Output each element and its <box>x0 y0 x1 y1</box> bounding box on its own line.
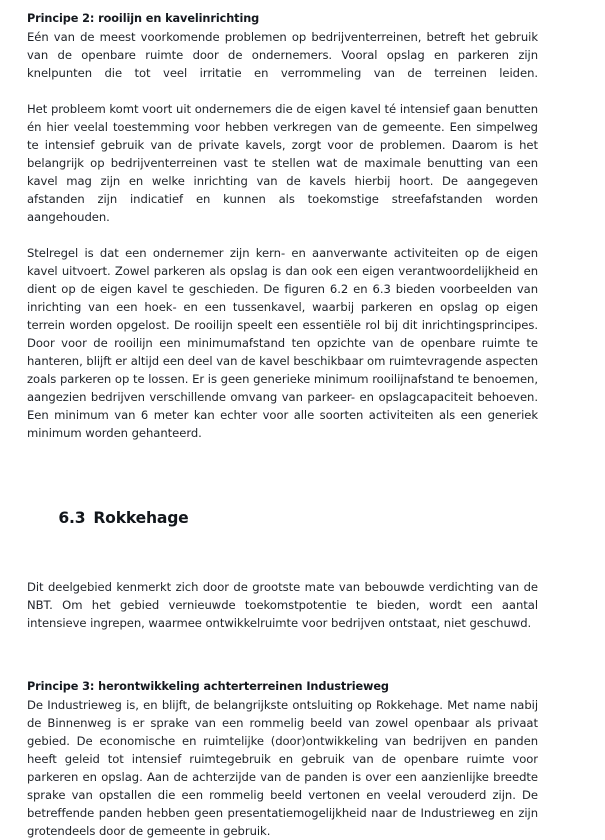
principe-2-paragraph-2: Het probleem komt voort uit ondernemers die de eigen kavel té intensief gaan benutten én hier veelal toestemming voor hebben verkregen van de gemeente. Een simpelweg te intensief gebruik van de private kavels, zorgt voor de problemen. Daarom is het belangrijk op bedrijventerreinen vast te stellen wat de maximale benutting van een kavel mag zijn en welke inrichting van de kavels hierbij hoort. De aangegeven afstanden zijn indicatief en kunnen als toekomstige streefafstanden worden aangehouden. <box>27 102 538 224</box>
section-number: 6.3 <box>58 509 86 527</box>
document-content-column <box>27 10 538 840</box>
principe-2-paragraph-1: Eén van de meest voorkomende problemen op bedrijventerreinen, betreft het gebruik van de openbare ruimte door de ondernemers. Vooral opslag en parkeren zijn knelpunten die tot veel irritatie en verrommeling van de terreinen leiden. <box>27 30 538 80</box>
principe-3-paragraph-1: De Industrieweg is, en blijft, de belangrijkste ontsluiting op Rokkehage. Met name nabij de Binnenweg is er sprake van een rommelig beeld van zowel openbaar als privaat gebied. De economische en ruimtelijke (door)ontwikkeling van bedrijven en panden heeft geleid tot intensief ruimtegebruik en gebruik van de openbare ruimte voor parkeren en opslag. Aan de achterzijde van de panden is over een aanzienlijke breedte sprake van opstallen die een rommelig beeld vertonen en veelal verouderd zijn. De betreffende panden hebben geen presentatiemogelijkheid naar de Industrieweg en zijn grotendeels door de gemeente in gebruik. <box>27 698 538 838</box>
principe-3-heading: Principe 3: herontwikkeling achterterreinen Industrieweg <box>27 680 389 693</box>
section-6-3-paragraph-1: Dit deelgebied kenmerkt zich door de grootste mate van bebouwde verdichting van de NBT. Om het gebied vernieuwde toekomstpotentie te bieden, wordt een aantal intensieve ingrepen, waarmee ontwikkelruimte voor bedrijven ontstaat, niet geschuwd. <box>27 580 538 630</box>
heading-spacer <box>27 548 538 578</box>
paragraph-spacer <box>27 226 538 244</box>
section-title: Rokkehage <box>93 509 189 527</box>
principe-2-paragraph-3: Stelregel is dat een ondernemer zijn kern- en aanverwante activiteiten op de eigen kavel uitvoert. Zowel parkeren als opslag is dan ook een eigen verantwoordelijkheid en dient op de eigen kavel te geschieden. De figuren 6.2 en 6.3 bieden voorbeelden van inrichting van een hoek- en een tussenkavel, waarbij parkeren en opslag op eigen terrein worden opgelost. De rooilijn speelt een essentiële rol bij dit inrichtingsprincipes. Door voor de rooilijn een minimumafstand ten opzichte van de openbare ruimte te hanteren, blijft er altijd een deel van de kavel beschikbaar om ruimtevragende aspecten zoals parkeren op te lossen. Er is geen generieke minimum rooilijnafstand te benoemen, aangezien bedrijven verschillende omvang van parkeer- en opslagcapaciteit behoeven. Een minimum van 6 meter kan echter voor alle soorten activiteiten als een generiek minimum worden gehanteerd. <box>27 246 538 440</box>
principe-2-heading: Principe 2: rooilijn en kavelinrichting <box>27 12 260 25</box>
section-heading-6-3 <box>27 488 538 548</box>
section-spacer <box>27 442 538 488</box>
paragraph-spacer <box>27 82 538 100</box>
section-spacer <box>27 632 538 678</box>
